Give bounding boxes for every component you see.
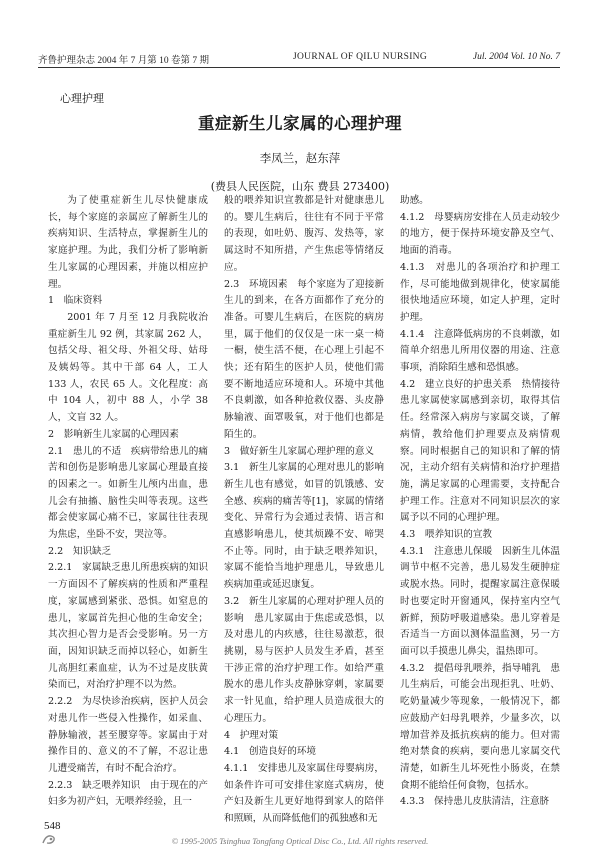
paragraph: 3.2 新生儿家属的心理对护理人员的影响 患儿家属由于焦虑或恐惧，以及对患儿的内疚感，往往易激惹，很挑剔，易与医护人员发生矛盾，甚至干涉正常的治疗护理工作。如给严重脱水的患儿作头皮静脉穿刺，家属要求一针见血，给护理人员造成很大的心理压力。	[224, 595, 384, 724]
article-authors: 李凤兰，赵东萍	[259, 151, 341, 165]
subsection-heading: 2.2 知识缺乏	[48, 545, 112, 557]
text-column-3	[400, 193, 560, 811]
paragraph: 助感。	[400, 195, 429, 206]
paragraph: 4.3.3 保持患儿皮肤清洁，注意脐	[400, 796, 550, 808]
paragraph: 4.1.2 母婴病房安排在人员走动较少的地方，便于保持环境安静及空气、地面的消毒。	[400, 211, 560, 257]
paragraph: 2.2.2 为尽快诊治疾病，医护人员会对患儿作一些侵入性操作，如采血、静脉输液，甚至腰穿等。家属由于对操作目的、意义的不了解，不忍让患儿遭受痛苦，有时不配合治疗。	[48, 696, 208, 774]
section-heading: 3 做好新生儿家属心理护理的意义	[224, 445, 375, 457]
running-header	[38, 52, 560, 68]
copyright-footer: © 1995-2005 Tsinghua Tongfang Optical Disc Co., Ltd. All rights reserved.	[171, 836, 429, 846]
journal-name-cn: 齐鲁护理杂志 2004 年 7 月第 10 卷第 7 期	[38, 56, 210, 66]
section-heading: 4 护理对策	[224, 729, 279, 741]
journal-issue-en: Jul. 2004 Vol. 10 No. 7	[472, 52, 560, 62]
section-heading: 2 影响新生儿家属的心理因素	[48, 428, 179, 440]
article-title: 重症新生儿家属的心理护理	[198, 114, 402, 133]
text-column-1	[48, 193, 218, 811]
paragraph: 4.2 建立良好的护患关系 热情接待患儿家属使家属感到亲切，取得其信任。经常深入病房与家属交谈，了解病情，教给他们护理要点及病情观察。同时根据自己的知识和了解的情况，主动介绍有关病情和治疗护理措施，满足家属的心理需要，支持配合护理工作。注意对不同知识层次的家属予以不同的心理护理。	[400, 378, 560, 524]
paragraph: 4.3.2 提倡母乳喂养，指导哺乳 患儿生病后，可能会出现拒乳、吐奶、吃奶量减少等现象，一般情况下，都应鼓励产妇母乳喂养，少量多次，以增加营养及抵抗疾病的能力。但对需绝对禁食的疾病，要向患儿家属交代清楚，如新生儿坏死性小肠炎，在禁食期不能给任何食物，包括水。	[400, 662, 560, 791]
paragraph: 2.3 环境因素 每个家庭为了迎接新生儿的到来，在各方面都作了充分的准备。可婴儿生病后，在医院的病房里，属于他们的仅仅是一床一桌一椅一橱，使生活不便，在心理上引起不快；还有陌生的医护人员，使他们需要不断地适应环境和人。环境中其他不良刺激，如各种抢救仪器、头皮静脉输液、面罩吸氧，对于他们也都是陌生的。	[224, 278, 384, 440]
article-affiliation: (费县人民医院，山东 费县 273400)	[210, 180, 390, 193]
header-rule	[38, 67, 560, 68]
journal-name-en: JOURNAL OF QILU NURSING	[293, 52, 428, 62]
paragraph: 2.1 患儿的不适 疾病带给患儿的痛苦和创伤是影响患儿家属心理最直接的因素之一。如新生儿颅内出血，患儿会有抽搐、脑性尖叫等表现。这些都会使家属心痛不已，家属往往表现为焦虑，坐卧不安，哭泣等。	[48, 445, 208, 541]
paragraph: 4.1.1 安排患儿及家属住母婴病房，如条件许可可安排住家庭式病房，使产妇及新生儿更好地得到家人的陪伴和照顾，从而降低他们的孤独感和无	[224, 762, 384, 825]
paragraph: 3.1 新生儿家属的心理对患儿的影响 新生儿也有感觉，如冒的饥饿感、安全感、疾病的痛苦等[1]，家属的情绪变化、异常行为会通过表情、语言和直感影响患儿，使其烦躁不安、啼哭不止等。同时，由于缺乏喂养知识，家属不能恰当地护理患儿，导致患儿疾病加重或延迟康复。	[224, 462, 394, 591]
section-label: 心理护理	[60, 92, 104, 105]
paragraph: 4.1.4 注意降低病房的不良刺激，如简单介绍患儿所用仪器的用途、注意事项，消除陌生感和恐惧感。	[400, 328, 560, 374]
section-heading: 1 临床资料	[48, 295, 103, 307]
text-column-2	[224, 193, 394, 828]
paragraph: 4.3.1 注意患儿保暖 因新生儿体温调节中枢不完善，患儿易发生硬肿症或脱水热。同时，提醒家属注意保暖时也要定时开窗通风，保持室内空气新鲜，预防呼吸道感染。患儿穿着是否适当一方面以测体温监测，另一方面可以手摸患儿鼻尖，温热即可。	[400, 545, 560, 657]
page-number: 548	[44, 820, 61, 832]
subsection-heading: 4.1 创造良好的环境	[224, 746, 317, 758]
paragraph: 2.2.3 缺乏喂养知识 由于现在的产妇多为初产妇，无喂养经验，且一	[48, 779, 208, 808]
paragraph: 般的喂养知识宣教都是针对健康患儿的。婴儿生病后，往往有不同于平常的表现，如吐奶、腹泻、发热等，家属这时不知所措，产生焦虑等情绪反应。	[224, 195, 384, 273]
paragraph: 4.1.3 对患儿的各项治疗和护理工作，尽可能地做到规律化，使家属能很快地适应环境，如定人护理，定时护理。	[400, 261, 560, 323]
paragraph: 2001 年 7 月至 12 月我院收治重症新生儿 92 例，其家属 262 人，包括父母、祖父母、外祖父母、姑母及姨妈等。其中干部 64 人，工人 133 人，农民 65 人。文化程度：高中 104 人，初中 88 人，小学 38 人，文盲 32 人。	[48, 311, 208, 424]
paragraph: 2.2.1 家属缺乏患儿所患疾病的知识 一方面因不了解疾病的性质和严重程度，家属感到紧张、恐惧。如窒息的患儿，家属首先担心他的生命安全；其次担心智力是否会受影响。另一方面，因知识缺乏而掉以轻心，如新生儿高胆红素血症，认为不过是皮肤黄染而已，对治疗护理不以为然。	[48, 562, 218, 691]
subsection-heading: 4.3 喂养知识的宣教	[400, 529, 493, 541]
paragraph: 为了使重症新生儿尽快健康成长，每个家庭的亲属应了解新生儿的疾病知识、生活特点，掌握新生儿的家庭护理。为此，我们分析了影响新生儿家属的心理因素，并施以相应护理。	[48, 195, 208, 290]
